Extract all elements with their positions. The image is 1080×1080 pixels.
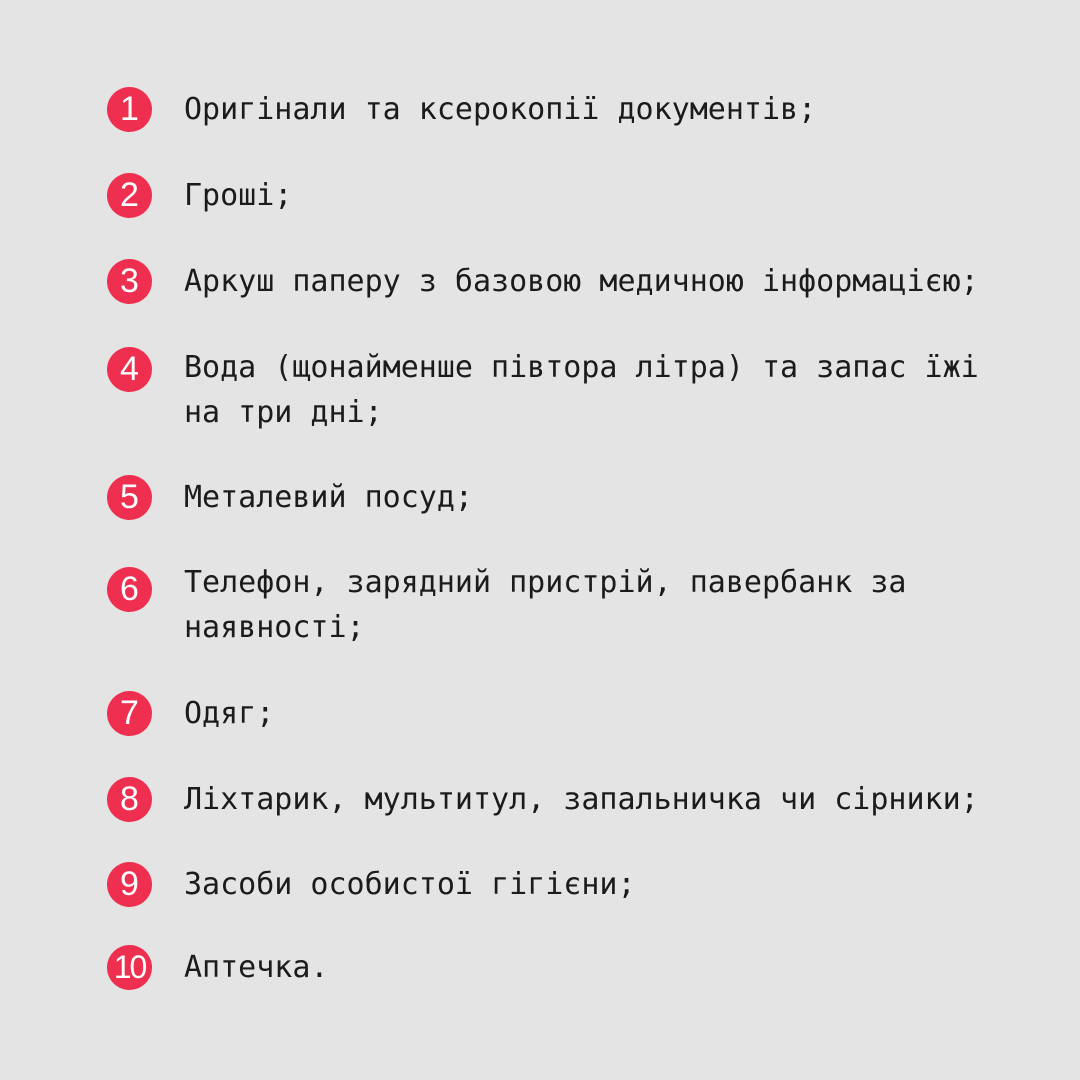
number-badge: 8 [107,777,152,822]
number-badge: 2 [107,173,152,218]
number-badge: 1 [107,87,152,132]
item-text: Засоби особистої гігієни; [184,867,636,902]
item-text: Одяг; [184,696,275,731]
item-text: Вода (щонайменше півтора літра) та запас їжі на три дні; [184,350,979,430]
number-badge: 4 [107,347,152,392]
item-text: Оригінали та ксерокопії документів; [184,92,817,127]
number-badge: 5 [107,475,152,520]
number-badge: 9 [107,862,152,907]
item-text: Аркуш паперу з базовою медичною інформацією; [184,264,979,299]
number-badge: 6 [107,567,152,612]
item-text: Гроші; [184,178,293,213]
item-text: Металевий посуд; [184,480,473,515]
item-text: Телефон, зарядний пристрій, павербанк за наявності; [184,565,907,645]
number-badge: 7 [107,691,152,736]
number-badge: 10 [107,945,152,990]
item-text: Аптечка. [184,950,329,985]
item-text: Ліхтарик, мультитул, запальничка чи сірники; [184,782,979,817]
number-badge: 3 [107,259,152,304]
